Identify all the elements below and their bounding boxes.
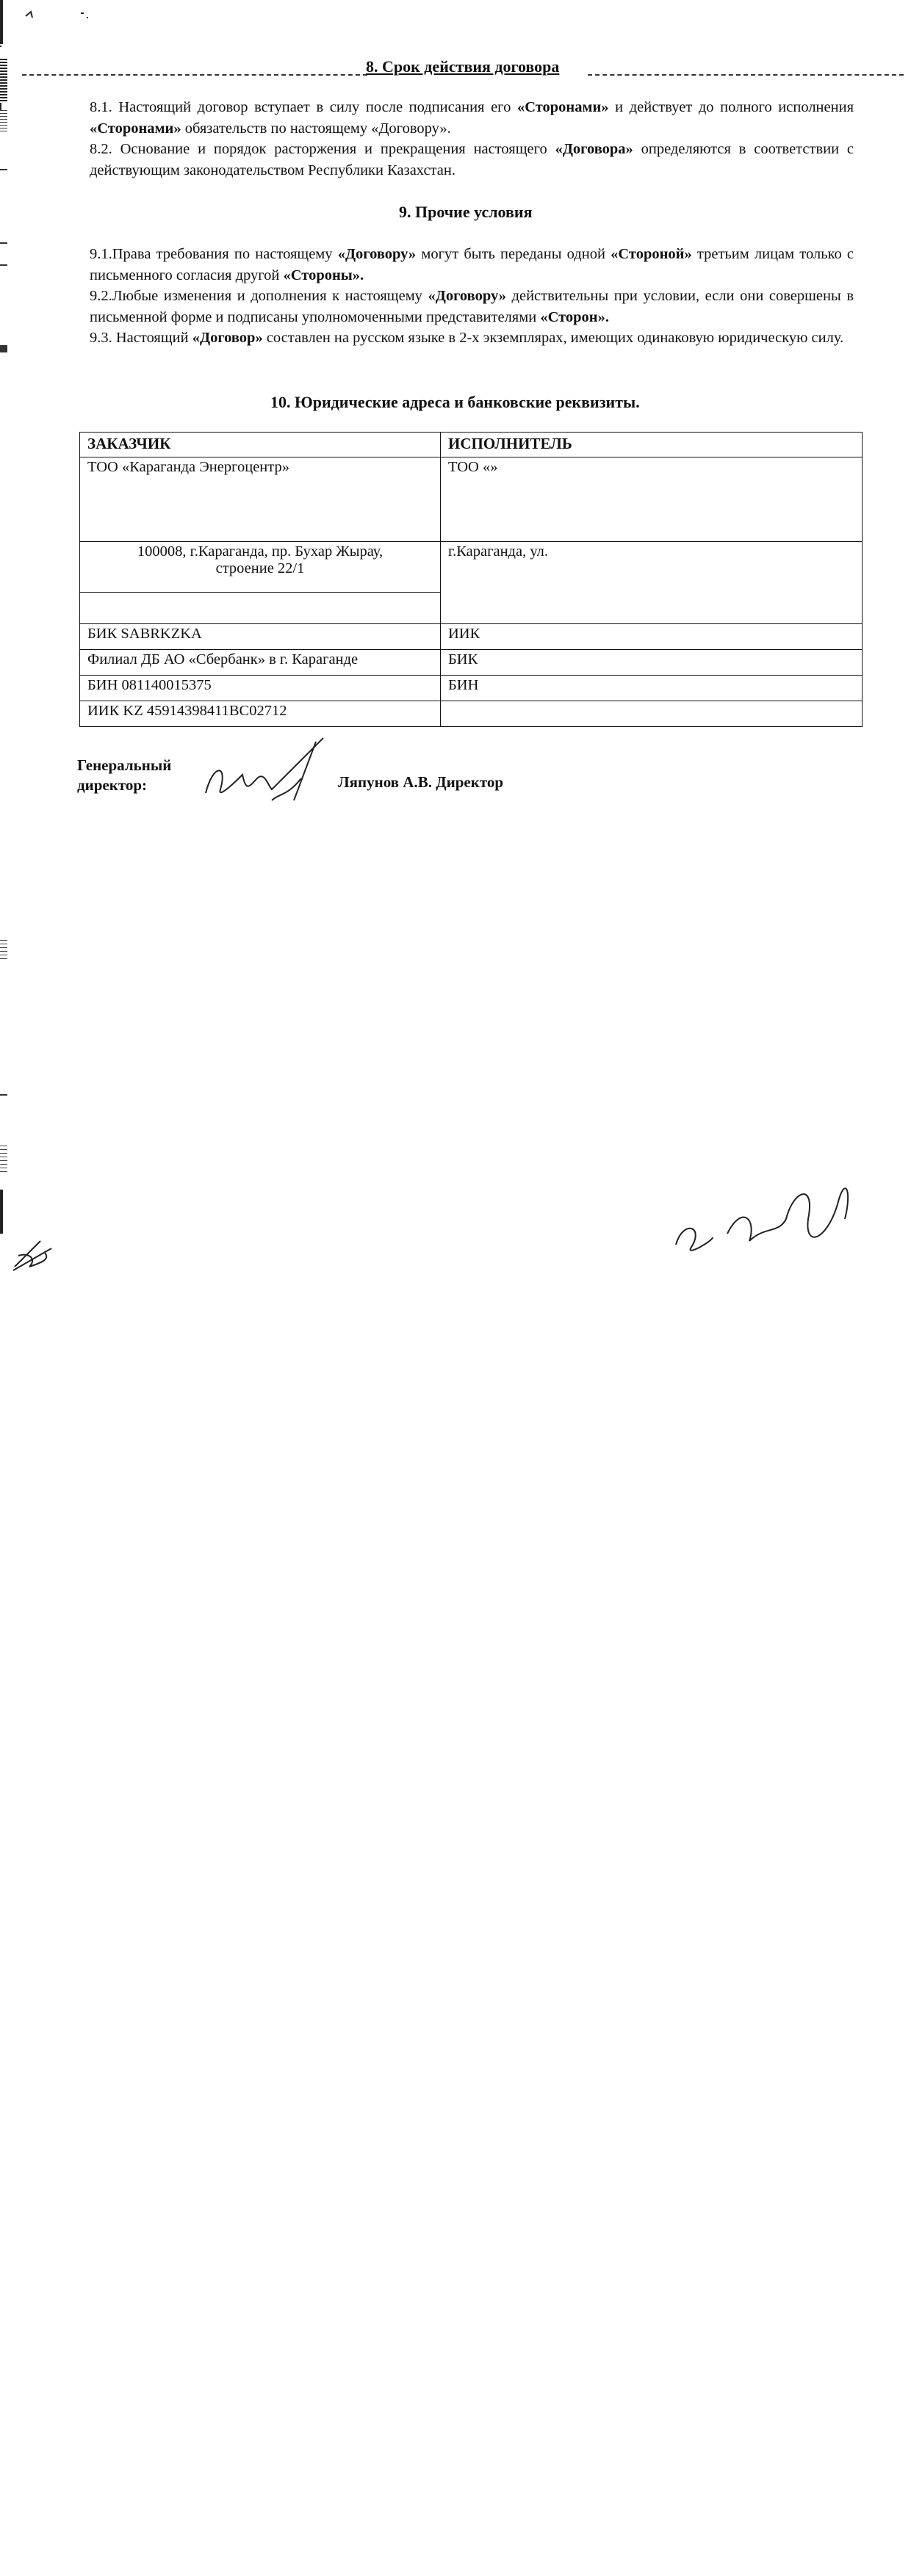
table-row <box>80 650 863 676</box>
table-row <box>80 457 863 542</box>
director-signature <box>198 734 331 808</box>
paragraph-9-3: 9.3. Настоящий «Договор» составлен на русском языке в 2-х экземплярах, имеющих одинаковую юридическую силу. <box>90 330 844 346</box>
scan-edge-right <box>0 1288 9 2576</box>
section-8-heading: 8. Срок действия договора <box>366 57 560 76</box>
paragraph-8-2: 8.2. Основание и порядок расторжения и прекращения настоящего «Договора» определяются в соответствии с действующим законодательством Республики Казахстан. <box>90 141 854 178</box>
table-header-row <box>80 433 863 457</box>
customer-empty-cell <box>80 593 441 624</box>
paragraph-9-2: 9.2.Любые изменения и дополнения к настоящему «Договору» действительны при условии, если они совершены в письменной форме и подписаны уполномоченными представителями «Сторон». <box>90 288 854 325</box>
header-dashed-rule-left <box>22 74 367 76</box>
requisites-table <box>79 432 863 727</box>
customer-name: ТОО «Караганда Энергоцентр» <box>80 457 441 542</box>
section-9-heading: 9. Прочие условия <box>399 203 533 221</box>
table-row <box>80 701 863 727</box>
customer-bin: БИН 081140015375 <box>80 676 441 701</box>
customer-bank: Филиал ДБ АО «Сбербанк» в г. Караганде <box>80 650 441 676</box>
paragraph-8-1: 8.1. Настоящий договор вступает в силу после подписания его «Сторонами» и действует до полного исполнения «Сторонами» обязательств по настоящему «Договору». <box>90 99 854 137</box>
section-10-heading: 10. Юридические адреса и банковские реквизиты. <box>270 393 640 411</box>
header-dashed-rule-right <box>588 74 904 76</box>
contractor-address: г.Караганда, ул. <box>441 542 863 624</box>
signature-label-line-1: Генеральный <box>77 756 172 774</box>
table-row <box>80 676 863 701</box>
contractor-header: ИСПОЛНИТЕЛЬ <box>441 433 863 457</box>
contractor-name: ТОО «» <box>441 457 863 542</box>
table-row <box>80 624 863 650</box>
corner-mark <box>22 7 88 22</box>
director-name: Ляпунов А.В. Директор <box>338 773 504 791</box>
initials-signature-right <box>669 1160 860 1263</box>
customer-bik: БИК SABRKZKA <box>80 624 441 650</box>
initials-signature-left <box>7 1234 59 1278</box>
customer-address-line-2: строение 22/1 <box>215 560 305 576</box>
signature-label-line-2: директор: <box>77 776 148 794</box>
customer-iik: ИИК KZ 45914398411BC02712 <box>80 701 441 727</box>
table-row <box>80 542 863 593</box>
paragraph-9-1: 9.1.Права требования по настоящему «Договору» могут быть переданы одной «Стороной» третьим лицам только с письменного согласия другой «Стороны». <box>90 246 854 283</box>
contractor-bin: БИН <box>441 676 863 701</box>
signature-label <box>77 756 171 795</box>
customer-header: ЗАКАЗЧИК <box>80 433 441 457</box>
customer-address-line-1: 100008, г.Караганда, пр. Бухар Жырау, <box>137 543 384 560</box>
contractor-bik: БИК <box>441 650 863 676</box>
contractor-iik: ИИК <box>441 624 863 650</box>
customer-address <box>80 542 441 593</box>
contractor-empty-cell <box>441 701 863 727</box>
